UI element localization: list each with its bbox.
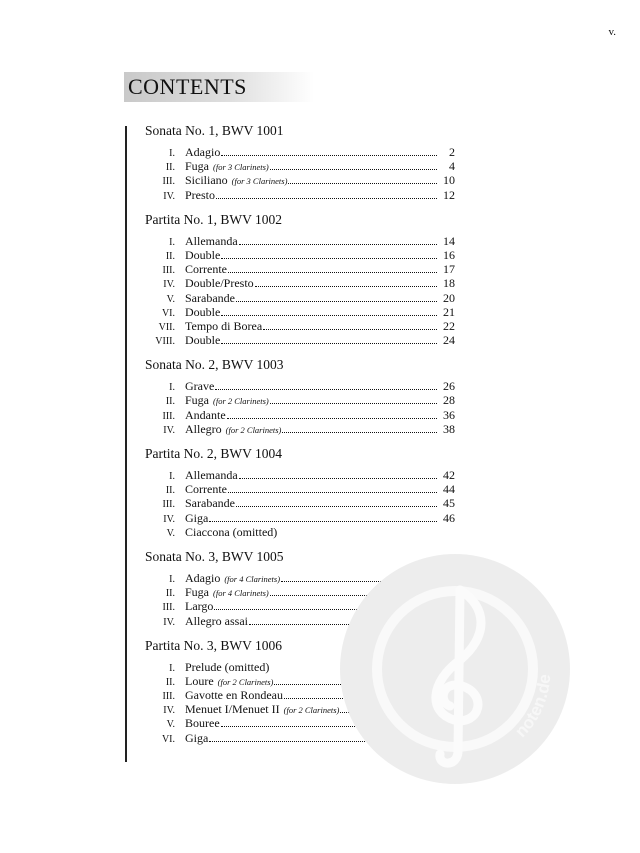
entry-title <box>185 393 269 408</box>
entry-title-text: Double/Presto <box>185 276 254 291</box>
dot-leader <box>221 258 437 259</box>
entry-numeral: I. <box>169 662 175 674</box>
entry-title <box>185 159 269 174</box>
dot-leader <box>209 521 437 522</box>
section-title: Sonata No. 1, BWV 1001 <box>145 123 284 138</box>
entry-note: (for 2 Clarinets) <box>283 705 340 716</box>
entry-title-text: Giga <box>185 510 209 525</box>
entry-title-text: Ciaccona (omitted) <box>185 524 278 539</box>
entry-numeral: II. <box>165 676 175 688</box>
entry-title <box>185 248 220 262</box>
entry-title-text: Menuet I/Menuet II <box>185 702 280 717</box>
entry-page: 46 <box>443 510 455 525</box>
entry-title <box>185 660 269 674</box>
entry-numeral: IV. <box>163 279 175 291</box>
entry-title <box>185 276 254 290</box>
entry-title-text: Allegro <box>185 421 222 436</box>
entry-numeral: II. <box>165 162 175 174</box>
entry-title-text: Fuga <box>185 393 209 408</box>
entry-title-text: Allemanda <box>185 233 238 248</box>
entry-title <box>185 291 235 305</box>
entry-title <box>185 496 235 510</box>
toc-entry <box>145 188 455 202</box>
entry-title <box>185 262 227 276</box>
entry-title <box>185 422 281 437</box>
entry-note: (for 4 Clarinets) <box>224 573 281 584</box>
entry-title <box>185 716 220 730</box>
dot-leader <box>239 244 437 245</box>
toc-entry <box>145 291 455 305</box>
entry-numeral: III. <box>162 410 175 422</box>
dot-leader <box>221 315 437 316</box>
toc-entry <box>145 173 455 187</box>
entry-title-text: Loure <box>185 673 214 688</box>
entry-page: 12 <box>443 187 455 202</box>
toc-entry <box>145 408 455 422</box>
entry-numeral: IV. <box>163 424 175 436</box>
page-title: CONTENTS <box>128 74 247 99</box>
entry-numeral: V. <box>166 719 175 731</box>
dot-leader <box>270 169 437 170</box>
entry-title-text: Gavotte en Rondeau <box>185 688 283 703</box>
entry-numeral: II. <box>165 588 175 600</box>
entry-title-text: Fuga <box>185 159 209 174</box>
entry-numeral: II. <box>165 250 175 262</box>
entry-title-text: Grave <box>185 379 215 394</box>
toc-section <box>145 356 455 436</box>
entry-title-text: Adagio <box>185 145 221 159</box>
entry-title <box>185 173 287 188</box>
entry-title <box>185 234 238 248</box>
entry-page: 22 <box>443 318 455 333</box>
entry-title-text: Siciliano <box>185 173 228 188</box>
entry-title <box>185 525 277 539</box>
toc-entry <box>145 145 455 159</box>
entry-title-text: Sarabande <box>185 290 235 305</box>
entry-title <box>185 305 220 319</box>
entry-numeral: VII. <box>158 321 175 333</box>
entry-numeral: IV. <box>163 513 175 525</box>
dot-leader <box>255 286 437 287</box>
toc-entry <box>145 333 455 347</box>
toc-entry <box>145 276 455 290</box>
entry-page: 18 <box>443 276 455 291</box>
dot-leader <box>221 343 437 344</box>
entry-title <box>185 188 215 202</box>
entry-page: 28 <box>443 393 455 408</box>
dot-leader <box>228 272 437 273</box>
dot-leader <box>221 155 437 156</box>
dot-leader <box>236 301 437 302</box>
entry-numeral: III. <box>162 265 175 277</box>
entry-title <box>185 379 214 393</box>
dot-leader <box>239 478 437 479</box>
entry-title-text: Largo <box>185 599 214 614</box>
entry-note: (for 2 Clarinets) <box>217 676 274 687</box>
entry-title-text: Giga <box>185 730 209 745</box>
toc-entry <box>145 319 455 333</box>
vertical-rule <box>125 126 127 762</box>
entry-numeral: V. <box>166 527 175 539</box>
dot-leader <box>227 418 437 419</box>
entry-title-text: Sarabande <box>185 496 235 511</box>
dot-leader <box>216 198 437 199</box>
toc-entry <box>145 159 455 173</box>
section-title: Sonata No. 2, BWV 1003 <box>145 357 284 373</box>
entry-numeral: IV. <box>163 190 175 202</box>
entry-title <box>185 585 269 600</box>
entry-title-text: Bouree <box>185 716 220 731</box>
dot-leader <box>236 506 437 507</box>
entry-list <box>145 145 455 202</box>
entry-title <box>185 571 280 586</box>
entry-numeral: VI. <box>161 307 175 319</box>
entry-list <box>145 379 455 436</box>
entry-numeral: II. <box>165 396 175 408</box>
toc-section <box>145 445 455 539</box>
toc-entry <box>145 379 455 393</box>
entry-title-text: Corrente <box>185 482 227 497</box>
entry-page: 44 <box>443 482 455 497</box>
entry-page: 26 <box>443 379 455 394</box>
entry-title <box>185 482 227 496</box>
entry-page: 21 <box>443 304 455 319</box>
toc-entry <box>145 511 455 525</box>
entry-title <box>185 702 339 717</box>
entry-page: 42 <box>443 468 455 482</box>
toc-section <box>145 211 455 348</box>
entry-numeral: II. <box>165 485 175 497</box>
entry-title <box>185 688 283 702</box>
entry-numeral: VIII. <box>155 336 175 348</box>
entry-note: (for 2 Clarinets) <box>213 396 269 407</box>
entry-title <box>185 319 262 333</box>
toc-entry <box>145 305 455 319</box>
entry-note: (for 2 Clarinets) <box>225 424 282 435</box>
entry-title-text: Adagio <box>185 570 221 585</box>
entry-page: 10 <box>443 173 455 188</box>
toc-entry <box>145 468 455 482</box>
entry-numeral: III. <box>162 602 175 614</box>
toc-entry <box>145 422 455 436</box>
section-title: Sonata No. 3, BWV 1005 <box>145 548 284 564</box>
entry-title <box>185 511 208 525</box>
entry-numeral: IV. <box>163 705 175 717</box>
entry-page: 2 <box>449 145 455 159</box>
entry-list <box>145 234 455 348</box>
entry-note: (for 4 Clarinets) <box>213 588 269 599</box>
entry-title <box>185 731 208 745</box>
entry-title-text: Allegro assai <box>185 613 248 628</box>
page-number: v. <box>608 26 616 38</box>
dot-leader <box>270 403 437 404</box>
entry-numeral: V. <box>166 293 175 305</box>
entry-numeral: I. <box>169 236 175 248</box>
dot-leader <box>215 389 437 390</box>
section-title: Partita No. 3, BWV 1006 <box>145 637 282 653</box>
entry-page: 45 <box>443 496 455 511</box>
section-title: Partita No. 1, BWV 1002 <box>145 211 282 227</box>
toc-section <box>145 122 455 202</box>
entry-page: 4 <box>449 159 455 174</box>
entry-numeral: IV. <box>163 616 175 628</box>
contents-header <box>124 72 314 102</box>
toc-entry <box>145 496 455 510</box>
toc-entry <box>145 234 455 248</box>
section-title: Partita No. 2, BWV 1004 <box>145 446 282 461</box>
entry-page: 38 <box>443 421 455 436</box>
dot-leader <box>282 432 437 433</box>
entry-numeral: III. <box>162 176 175 188</box>
entry-title-text: Fuga <box>185 585 209 600</box>
toc-entry <box>145 482 455 496</box>
entry-title-text: Allemanda <box>185 468 238 482</box>
entry-title-text: Andante <box>185 407 226 422</box>
entry-title-text: Presto <box>185 187 215 202</box>
entry-page: 14 <box>443 233 455 248</box>
entry-numeral: III. <box>162 499 175 511</box>
entry-title <box>185 333 220 347</box>
entry-title <box>185 145 220 159</box>
dot-leader <box>288 183 437 184</box>
entry-title <box>185 674 273 689</box>
entry-page: 17 <box>443 262 455 277</box>
entry-title <box>185 408 226 422</box>
entry-numeral: I. <box>169 471 175 482</box>
watermark-text: noten.de <box>511 673 555 741</box>
dot-leader <box>263 329 437 330</box>
entry-title <box>185 468 238 482</box>
entry-title-text: Double <box>185 333 221 348</box>
entry-numeral: I. <box>169 382 175 394</box>
entry-title <box>185 614 248 628</box>
toc-entry <box>145 393 455 407</box>
toc-entry <box>145 525 455 539</box>
entry-list <box>145 468 455 539</box>
entry-page: 20 <box>443 290 455 305</box>
entry-title <box>185 599 213 613</box>
entry-note: (for 3 Clarinets) <box>213 162 269 173</box>
entry-numeral: III. <box>162 691 175 703</box>
entry-numeral: VI. <box>161 733 175 745</box>
entry-title-text: Double <box>185 247 221 262</box>
entry-title-text: Double <box>185 304 221 319</box>
entry-numeral: I. <box>169 573 175 585</box>
entry-title-text: Tempo di Borea <box>185 318 263 333</box>
entry-title-text: Prelude (omitted) <box>185 659 270 674</box>
watermark-logo <box>338 552 572 786</box>
entry-page: 24 <box>443 333 455 348</box>
toc-entry <box>145 262 455 276</box>
entry-page: 36 <box>443 407 455 422</box>
entry-title-text: Corrente <box>185 262 227 277</box>
dot-leader <box>228 492 437 493</box>
entry-page: 16 <box>443 247 455 262</box>
entry-note: (for 3 Clarinets) <box>231 176 288 187</box>
entry-numeral: I. <box>169 148 175 159</box>
toc-entry <box>145 248 455 262</box>
